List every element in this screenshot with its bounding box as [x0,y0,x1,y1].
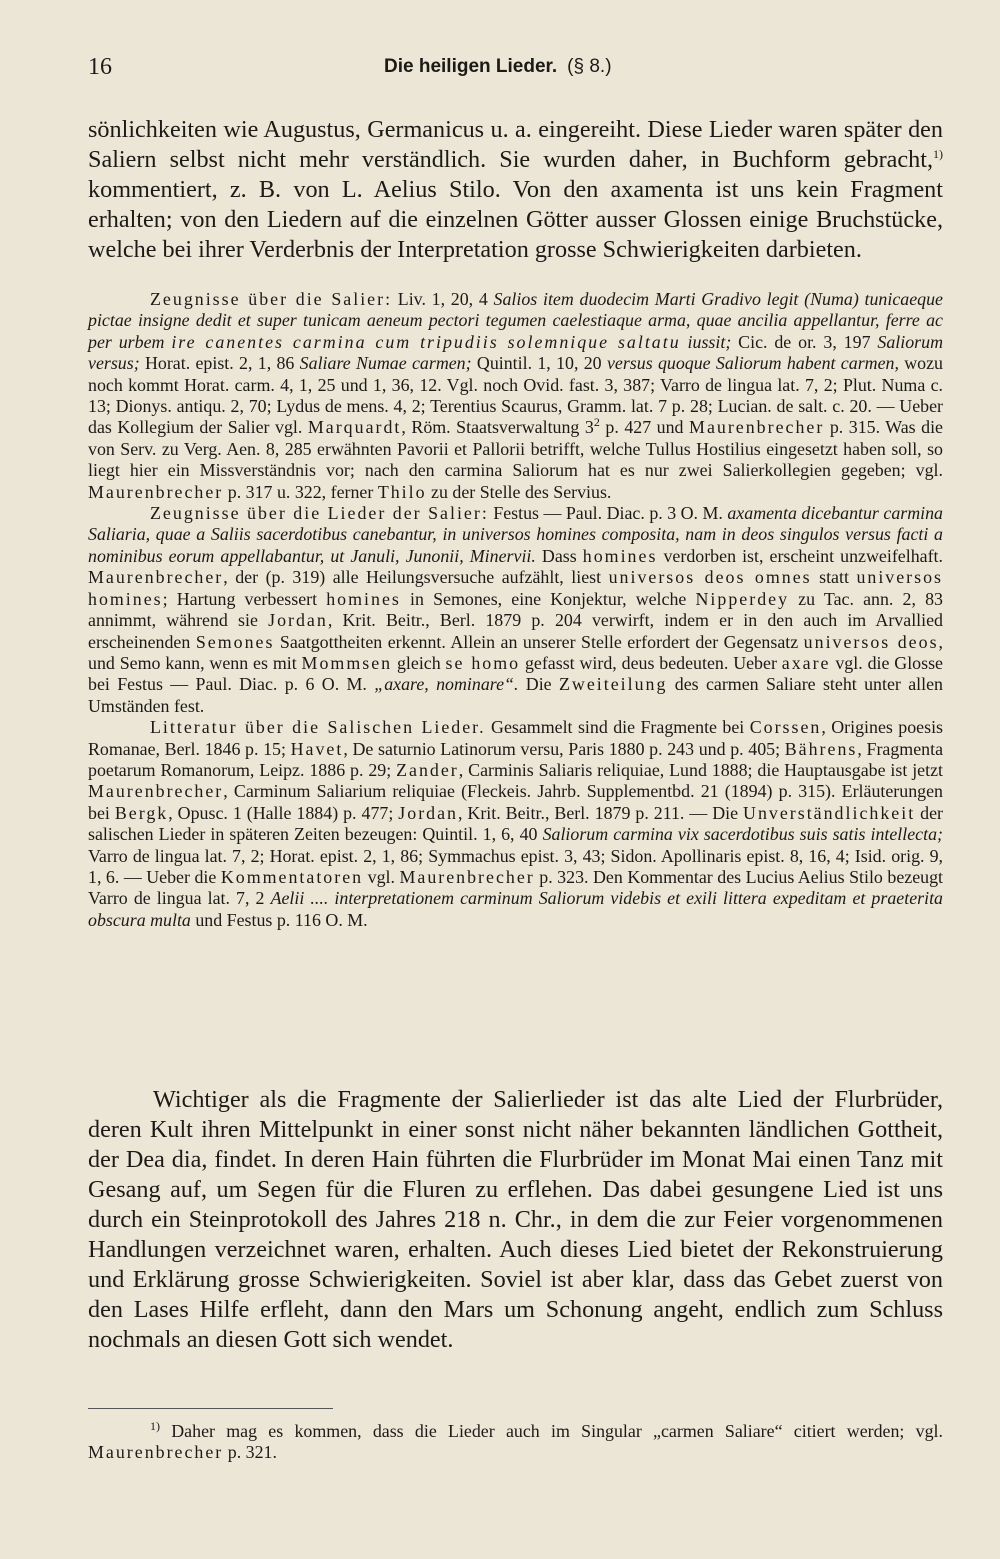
footnote-text: Daher mag es kommen, dass die Lieder auch im Singular „carmen Saliare“ citiert werden; vgl. [160,1421,943,1441]
note-text: , De saturnio Latinorum versu, Paris 1880 p. 243 und p. 405; [343,738,785,759]
edition-superscript: 2 [593,415,600,430]
note-text: , Fragmenta poetarum Romanorum, Leipz. 1886 p. 29; [88,738,944,780]
author-name: Corssen [749,717,822,738]
note-text: , Röm. Staatsverwaltung 3 [401,417,594,438]
note-text: ; Hartung verbessert [162,588,327,609]
author-name: Maurenbrecher [88,567,224,588]
author-name: Jordan [398,802,458,823]
note-text: zu der Stelle des Servius. [426,481,612,502]
note-text: , Opusc. 1 (Halle 1884) p. 477; [168,802,399,823]
latin-quote: Saliorum carmina vix sacerdotibus suis satis intellecta; [542,824,943,845]
note-literature [88,717,943,931]
author-name: Zander [396,759,459,780]
note-text: p. 323. Den Kommentar des Lucius Aelius Stilo bezeugt Varro de lingua lat. 7, 2 [88,866,944,909]
note-text: wozu noch kommt Horat. carm. 4, 1, 25 und 1, 36, 12. Vgl. noch Ovid. fast. 3, 387; Varro de lingua lat. 7, 2; Plut. Numa c. 13; Dionys. antiqu. 2, 70; Lydus de mens. 4, 2; Terentius Scaurus, Gramm. lat. 7 p. 28; Lucian. de salt. c. 20. — Ueber das Kollegium der Salier vgl. [88,353,944,438]
note-text: gefasst wird, deus bedeuten. Ueber [520,652,782,673]
main-paragraph: Wichtiger als die Fragmente der Salierlieder ist das alte Lied der Flurbrüder, deren Kult ihren Mittelpunkt in einer sonst nicht näher bekannten ländlichen Gottheit, der Dea dia, findet. In deren Hain führten die Flurbrüder im Monat Mai einen Tanz mit Gesang auf, um Segen für die Fluren zu erflehen. Das dabei gesungene Lied ist uns durch ein Steinprotokoll des Jahres 218 n. Chr., in dem die zur Feier vorgenommenen Handlungen verzeichnet waren, erhalten. Auch dieses Lied bietet der Rekonstruierung und Erklärung grosse Schwierigkeiten. Soviel ist aber klar, dass das Gebet zuerst von den Lases Hilfe erfleht, dann den Mars um Schonung angeht, endlich zum Schluss nochmals an diesen Gott sich wendet. [88,1086,943,1353]
note-text: Dass [535,545,583,566]
note-text: Gesammelt sind die Fragmente bei [485,717,750,738]
intro-text-b: kommentiert, z. B. von L. Aelius Stilo. Von den axamenta ist uns kein Fragment erhalten; von den Liedern auf die einzelnen Götter ausser Glossen einige Bruchstücke, welche bei ihrer Verderbnis der Interpretation grosse Schwierigkeiten darbieten. [88,176,943,263]
note-text: Varro de lingua lat. 7, 2; Horat. epist. 2, 1, 86; Symmachus epist. 3, 43; Sidon. Apollinaris epist. 8, 16, 4; Isid. orig. 9, 1, 6. — Ueber die [88,845,943,887]
running-title [384,56,612,78]
note-text: verdorben ist, erscheint unzweifelhaft. [657,545,943,566]
note-text: , Carminis Saliaris reliquiae, Lund 1888; die Hauptausgabe ist jetzt [458,759,943,780]
author-name: Bergk [114,802,169,823]
author-name: Jordan [268,610,328,631]
spaced-term: axare [781,652,831,673]
note-text: , und Semo kann, wenn es mit [88,631,944,673]
running-title-text: Die heiligen Lieder. [384,56,558,77]
latin-quote: versus quoque Saliorum habent carmen, [606,353,899,374]
spaced-term: Semones [195,631,275,652]
note-text: , Origines poesis Romanae, Berl. 1846 p. 15; [88,717,943,759]
spaced-term: Zweiteilung [558,674,668,695]
author-name: Maurenbrecher [399,866,535,887]
latin-quote: Aelii .... interpretationem carminum Saliorum videbis et exili littera expeditam et praeterita obscura multa [88,888,943,930]
note-text: und Festus p. 116 O. M. [190,909,368,930]
note-text: , Krit. Beitr., Berl. 1879 p. 204 verwirft, indem er in den auch im Arvallied erscheinenden [88,610,943,652]
spaced-term: Kommentatoren [220,866,364,887]
latin-quote: Salios item duodecim Marti Gradivo legit (Numa) tunicaeque pictae insigne dedit et super tunicam aeneum pectori tegumen caelestiaque arma, quae ancilia appellantur, ferre ac per urbem [88,289,943,352]
note-text: , der (p. 319) alle Heilungsversuche aufzählt, liest [223,567,609,588]
note-text: , Carminum Saliarium reliquiae (Fleckeis. Jahrb. Supplementbd. 21 (1894) p. 315). Erläuterungen bei [88,781,943,823]
footnote-text: p. 321. [223,1442,277,1463]
note-text: p. 427 und [599,417,690,438]
spaced-term: universos deos [803,631,939,652]
author-name: Bährens [784,738,858,759]
spaced-term: universos homines [88,567,944,609]
note-testimonies-salii [88,289,943,503]
latin-quote: ire canentes carmina cum tripudiis solemnique saltatu [171,331,681,352]
note-text: p. 317 u. 322, ferner [223,481,378,502]
spaced-term: se homo [445,652,521,673]
note-text: p. 315. Was die von Serv. zu Verg. Aen. 8, 285 erwähnten Pavorii et Pallorii betrifft, welche Tullus Hostilius eingesetzt haben soll, so liegt hier ein Missverständnis vor; nach den carmina Saliorum hat es nur zwei Salierkollegien gegeben; vgl. [88,417,943,481]
footnote-number: 1) [150,1419,160,1434]
page-number: 16 [88,54,112,80]
spaced-term: homines [326,588,401,609]
footnote-marker: 1) [933,146,943,161]
intro-text-a: sönlichkeiten wie Augustus, Germanicus u. a. eingereiht. Diese Lieder waren später den Saliern selbst nicht mehr verständlich. Sie wurden daher, in Buchform gebracht, [88,116,943,173]
section-reference: (§ 8.) [567,56,612,77]
latin-quote: Saliorum versus; [88,331,944,374]
note-text: Festus — Paul. Diac. p. 3 O. M. [488,503,728,524]
note-testimonies-songs [88,503,943,717]
intro-paragraph [88,115,943,265]
latin-quote: „axare, nominare“. [374,674,519,695]
author-name: Maurenbrecher [689,417,825,438]
author-name: Maurenbrecher [88,781,224,802]
footnote [88,1421,943,1464]
note-text: der salischen Lieder in späteren Zeiten bezeugen: Quintil. 1, 6, 40 [88,802,943,845]
spaced-term: Unverständlichkeit [743,802,916,823]
author-name: Maurenbrecher [88,1442,224,1463]
note-text: Cic. de or. 3, 197 [731,331,878,352]
spaced-term: homines [582,545,658,566]
note-text: Quintil. 1, 10, 20 [471,353,607,374]
spaced-term: universos deos omnes [608,567,812,588]
note-text: Saatgottheiten erkennt. Allein an unserer Stelle erfordert der Gegensatz [274,631,804,652]
author-name: Maurenbrecher [88,481,224,502]
author-name: Thilo [377,481,427,502]
note-text: zu Tac. ann. 2, 83 annimmt, während sie [88,588,943,631]
author-name: Mommsen [301,652,393,673]
note-heading: Zeugnisse über die Salier: [150,289,393,309]
author-name: Nipperdey [695,588,790,609]
note-text: in Semones, eine Konjektur, welche [400,588,696,609]
note-text: Liv. 1, 20, 4 [392,289,494,309]
latin-quote: axamenta dicebantur carmina Saliaria, quae a Saliis sacerdotibus canebantur, in universos homines composita, nam in deos singulos versus facti a nominibus eorum appellabantur, ut Januli, Junonii, Minervii. [88,503,944,566]
footnote-divider [88,1408,333,1409]
note-text: , Krit. Beitr., Berl. 1879 p. 211. — Die [457,802,744,823]
note-heading: Litteratur über die Salischen Lieder. [150,717,486,738]
latin-quote: Saliare Numae carmen; [299,353,472,374]
latin-quote: iussit; [680,331,732,352]
note-text: Die [518,674,559,695]
note-text: vgl. die Glosse bei Festus — Paul. Diac. p. 6 O. M. [88,652,943,695]
note-text: des carmen Saliare steht unter allen Umständen fest. [88,674,943,716]
note-text: Horat. epist. 2, 1, 86 [139,353,300,374]
notes-block [88,289,943,931]
note-text: vgl. [363,866,400,887]
note-text: statt [811,567,857,588]
author-name: Marquardt [307,417,402,438]
author-name: Havet [290,738,344,759]
page-header [88,54,943,90]
note-heading: Zeugnisse über die Lieder der Salier: [150,503,489,524]
note-text: gleich [392,652,446,673]
